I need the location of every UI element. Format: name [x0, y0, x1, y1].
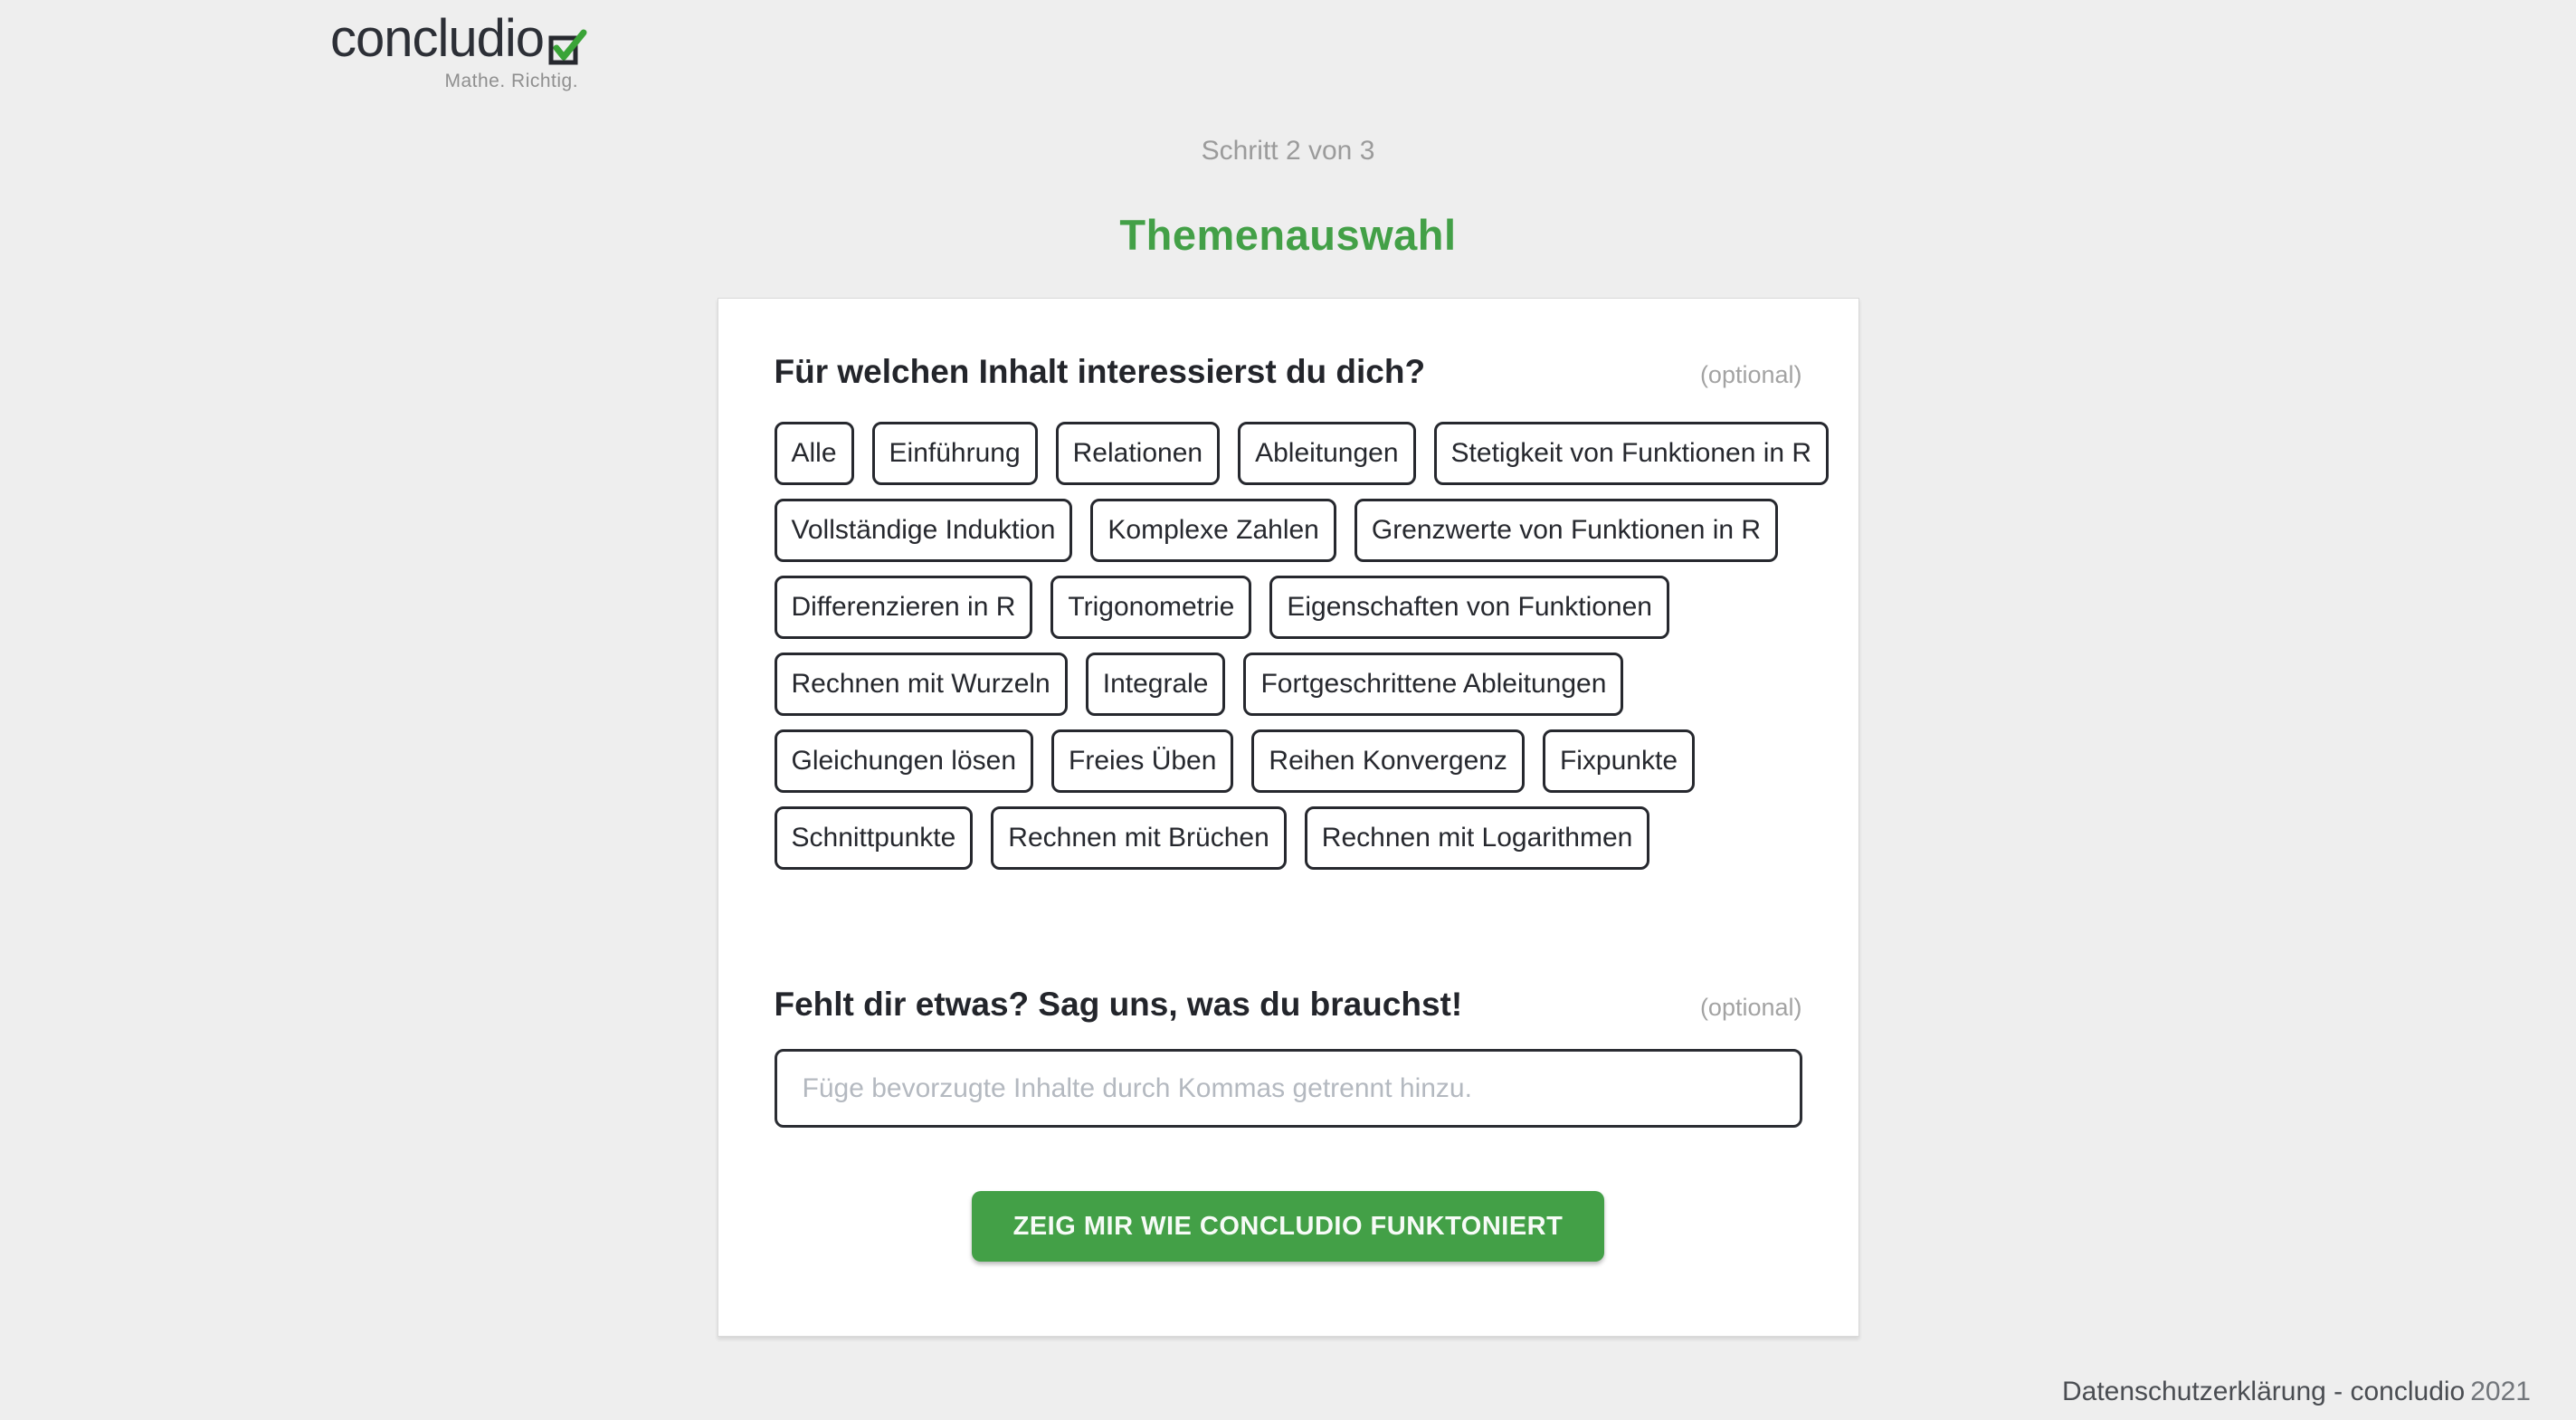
logo-tagline: Mathe. Richtig.: [444, 71, 579, 91]
footer-year: 2021: [2470, 1377, 2531, 1406]
show-how-it-works-button[interactable]: ZEIG MIR WIE CONCLUDIO FUNKTONIERT: [972, 1191, 1605, 1262]
topic-chip[interactable]: Fixpunkte: [1543, 729, 1695, 793]
topic-chip[interactable]: Rechnen mit Wurzeln: [775, 653, 1068, 716]
wish-heading: Fehlt dir etwas? Sag uns, was du brauchst!: [774, 986, 1463, 1023]
chip-row: [775, 806, 1802, 870]
app-logo: [330, 9, 587, 92]
step-indicator: Schritt 2 von 3: [1201, 136, 1375, 166]
topics-optional-label: (optional): [1699, 361, 1802, 388]
topic-chip[interactable]: Freies Üben: [1051, 729, 1233, 793]
checkbox-check-icon: [547, 27, 587, 67]
topic-chip[interactable]: Rechnen mit Logarithmen: [1305, 806, 1650, 870]
chip-row: [775, 422, 1812, 485]
topic-chip[interactable]: Grenzwerte von Funktionen in R: [1355, 499, 1778, 562]
topics-section-head: [775, 353, 1802, 391]
chip-row: [775, 729, 1802, 793]
topic-chip[interactable]: Ableitungen: [1238, 422, 1415, 485]
topic-chip[interactable]: Fortgeschrittene Ableitungen: [1243, 653, 1623, 716]
page-title: Themenauswahl: [1119, 211, 1457, 259]
topic-chip[interactable]: Vollständige Induktion: [775, 499, 1073, 562]
privacy-policy-link[interactable]: Datenschutzerklärung - concludio: [2062, 1377, 2466, 1406]
topic-chip[interactable]: Differenzieren in R: [775, 576, 1033, 639]
topic-chip[interactable]: Reihen Konvergenz: [1251, 729, 1525, 793]
wish-optional-label: (optional): [1699, 994, 1802, 1021]
topic-chip[interactable]: Relationen: [1056, 422, 1220, 485]
topics-heading: Für welchen Inhalt interessierst du dich?: [774, 353, 1426, 390]
topic-chips: [775, 422, 1812, 870]
topic-chip[interactable]: Schnittpunkte: [775, 806, 974, 870]
logo-wordmark: concludio: [330, 9, 545, 68]
topic-chip[interactable]: Alle: [775, 422, 854, 485]
topic-selection-card: [718, 298, 1859, 1337]
wish-section: [775, 986, 1802, 1128]
topic-chip[interactable]: Rechnen mit Brüchen: [991, 806, 1287, 870]
topic-chip[interactable]: Eigenschaften von Funktionen: [1269, 576, 1669, 639]
topic-chip[interactable]: Gleichungen lösen: [775, 729, 1034, 793]
chip-row: [775, 576, 1802, 639]
wish-input[interactable]: [775, 1049, 1802, 1128]
chip-row: [775, 653, 1802, 716]
chip-row: [775, 499, 1802, 562]
topic-chip[interactable]: Komplexe Zahlen: [1090, 499, 1336, 562]
topic-chip[interactable]: Integrale: [1086, 653, 1226, 716]
topic-chip[interactable]: Trigonometrie: [1050, 576, 1251, 639]
topic-chip[interactable]: Stetigkeit von Funktionen in R: [1434, 422, 1830, 485]
topic-chip[interactable]: Einführung: [872, 422, 1038, 485]
footer: [2062, 1377, 2531, 1407]
